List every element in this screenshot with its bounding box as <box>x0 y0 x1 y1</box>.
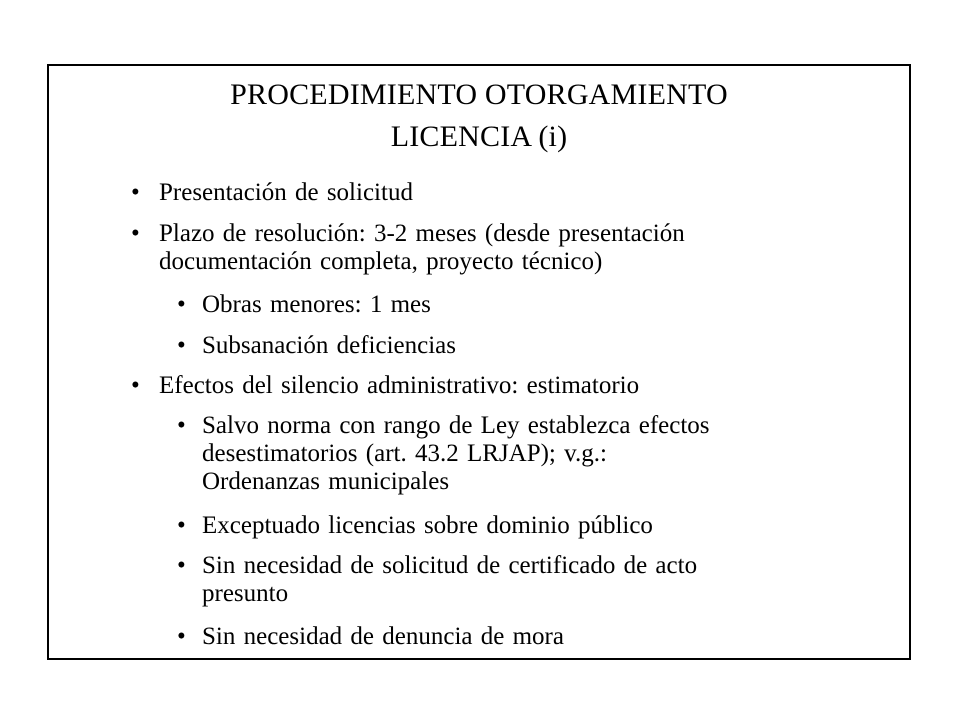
slide-frame <box>47 64 911 660</box>
bullet-text <box>159 179 859 207</box>
bullet-text <box>202 623 862 651</box>
bullet-text <box>159 220 859 276</box>
bullet-dot: • <box>177 412 186 439</box>
bullet-text <box>202 512 862 540</box>
bullet-list <box>49 66 909 658</box>
bullet-line: Exceptuado licencias sobre dominio público <box>202 512 653 539</box>
bullet-line: Sin necesidad de solicitud de certificado de acto <box>202 552 698 579</box>
bullet-text <box>202 412 862 496</box>
bullet-line: Efectos del silencio administrativo: estimatorio <box>159 372 640 399</box>
bullet-text <box>159 372 859 400</box>
bullet-line: Plazo de resolución: 3-2 meses (desde presentación <box>159 220 685 247</box>
bullet-dot: • <box>131 372 140 399</box>
bullet-dot: • <box>177 623 186 650</box>
bullet-dot: • <box>177 512 186 539</box>
bullet-dot: • <box>177 552 186 579</box>
slide-title-line-1: PROCEDIMIENTO OTORGAMIENTO <box>230 78 728 111</box>
bullet-dot: • <box>131 179 140 206</box>
bullet-dot: • <box>131 220 140 247</box>
bullet-line: Ordenanzas municipales <box>202 468 450 495</box>
bullet-dot: • <box>177 332 186 359</box>
bullet-line: documentación completa, proyecto técnico) <box>159 248 603 275</box>
bullet-line: desestimatorios (art. 43.2 LRJAP); v.g.: <box>202 440 607 467</box>
bullet-text <box>202 291 862 319</box>
bullet-dot: • <box>177 291 186 318</box>
bullet-line: Subsanación deficiencias <box>202 332 456 359</box>
bullet-line: Salvo norma con rango de Ley establezca efectos <box>202 412 710 439</box>
bullet-line: Sin necesidad de denuncia de mora <box>202 623 564 650</box>
bullet-line: Obras menores: 1 mes <box>202 291 431 318</box>
bullet-line: Presentación de solicitud <box>159 179 413 206</box>
bullet-text <box>202 552 862 608</box>
bullet-text <box>202 332 862 360</box>
slide-title-line-2: LICENCIA (i) <box>390 120 568 153</box>
bullet-line: presunto <box>202 580 289 607</box>
